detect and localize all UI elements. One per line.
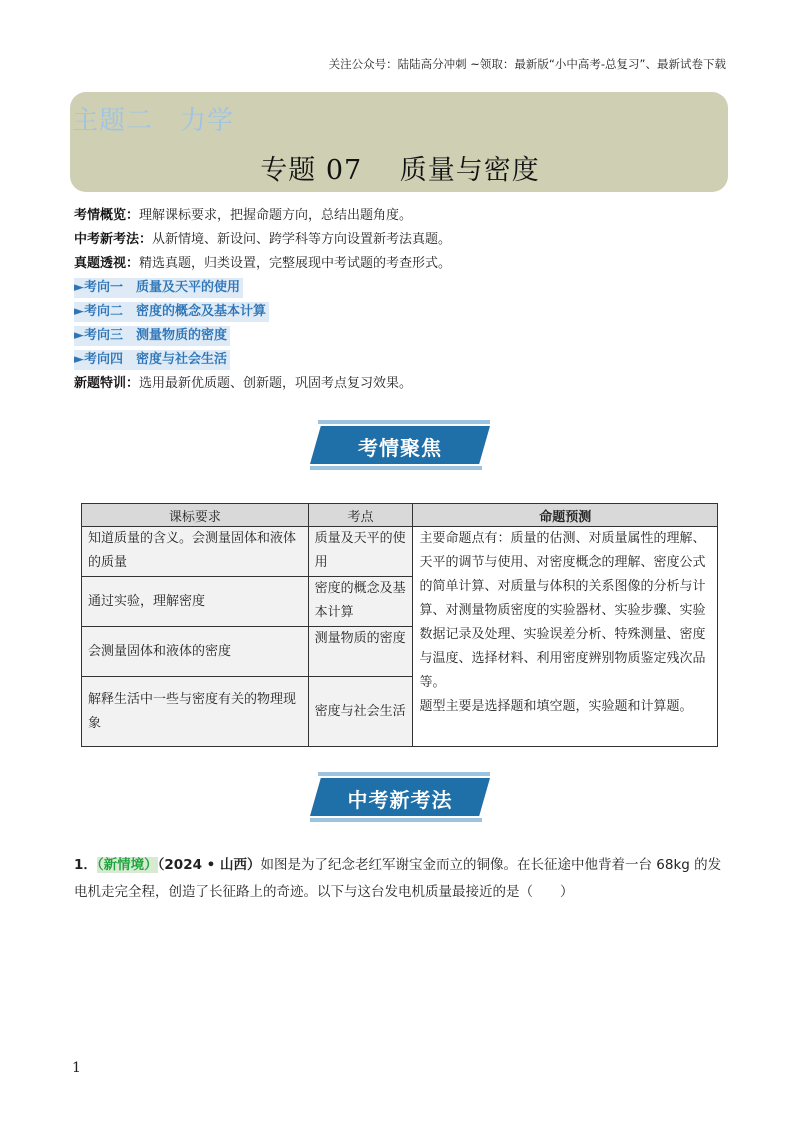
point-cell: 测量物质的密度 [308, 627, 413, 677]
real-exam-label: 真题透视： [74, 256, 140, 271]
overview-label: 考情概览： [74, 208, 140, 223]
overview-line [74, 204, 734, 228]
header-prediction: 命题预测 [413, 504, 718, 527]
banner-accent [318, 772, 490, 776]
requirement-cell: 知道质量的含义。会测量固体和液体的质量 [82, 527, 309, 577]
table-header-row [82, 504, 718, 527]
page-title: 专题 07 质量与密度 [260, 155, 540, 186]
requirement-cell: 通过实验，理解密度 [82, 577, 309, 627]
header-point: 考点 [308, 504, 413, 527]
header-note: 关注公众号：陆陆高分冲刺 ~领取：最新版“小中高考-总复习”、最新试卷下载 [328, 57, 726, 71]
overview-text: 理解课标要求，把握命题方向，总结出题角度。 [139, 208, 413, 223]
training-label: 新题特训： [74, 376, 140, 391]
direction-link-3[interactable] [74, 324, 734, 348]
section-banner-new-method [310, 772, 490, 822]
intro-section [74, 204, 734, 396]
requirements-table [81, 503, 718, 747]
section-label: 中考新考法 [347, 788, 453, 812]
prediction-cell [413, 527, 718, 747]
banner-accent [318, 420, 490, 424]
direction-label[interactable]: ►考向三 测量物质的密度 [74, 326, 230, 346]
question-source: （2024 • 山西） [157, 857, 261, 873]
table-row [82, 527, 718, 577]
direction-link-1[interactable] [74, 276, 734, 300]
banner-accent [310, 466, 482, 470]
point-cell: 密度与社会生活 [308, 677, 413, 747]
requirement-cell: 会测量固体和液体的密度 [82, 627, 309, 677]
question-tag: （新情境） [96, 857, 158, 873]
direction-label[interactable]: ►考向二 密度的概念及基本计算 [74, 302, 269, 322]
question-number: 1． [74, 857, 97, 873]
direction-label[interactable]: ►考向四 密度与社会生活 [74, 350, 230, 370]
prediction-text-2: 题型主要是选择题和填空题，实验题和计算题。 [419, 699, 693, 714]
topic-label: 主题二 力学 [72, 106, 235, 136]
training-text: 选用最新优质题、创新题，巩固考点复习效果。 [139, 376, 413, 391]
question-1 [74, 852, 734, 906]
requirement-cell: 解释生活中一些与密度有关的物理现象 [82, 677, 309, 747]
section-banner-focus [310, 420, 490, 470]
direction-link-2[interactable] [74, 300, 734, 324]
real-exam-text: 精选真题，归类设置，完整展现中考试题的考查形式。 [139, 256, 452, 271]
training-line [74, 372, 734, 396]
prediction-text: 主要命题点有：质量的估测、对质量属性的理解、天平的调节与使用、对密度概念的理解、密度公式的简单计算、对质量与体积的关系图像的分析与计算、对测量物质密度的实验器材、实验步骤、实验数据记录及处理、实验误差分析、特殊测量、密度与温度、选择材料、利用密度辨别物质鉴定残次品等。 [419, 531, 706, 690]
direction-label[interactable]: ►考向一 质量及天平的使用 [74, 278, 243, 298]
section-label: 考情聚焦 [358, 436, 442, 460]
header-requirement: 课标要求 [82, 504, 309, 527]
direction-link-4[interactable] [74, 348, 734, 372]
real-exam-line [74, 252, 734, 276]
new-method-label: 中考新考法： [74, 232, 153, 247]
page-number: 1 [72, 1060, 81, 1076]
point-cell: 质量及天平的使用 [308, 527, 413, 577]
new-method-text: 从新情境、新设问、跨学科等方向设置新考法真题。 [152, 232, 452, 247]
point-cell: 密度的概念及基本计算 [308, 577, 413, 627]
new-method-line [74, 228, 734, 252]
banner-accent [310, 818, 482, 822]
question-text: 如图是为了纪念老红军谢宝金而立的铜像。在长征途中他背着一台 68kg 的发电机走完全程，创造了长征路上的奇迹。以下与这台发电机质量最接近的是（ ） [74, 857, 722, 900]
